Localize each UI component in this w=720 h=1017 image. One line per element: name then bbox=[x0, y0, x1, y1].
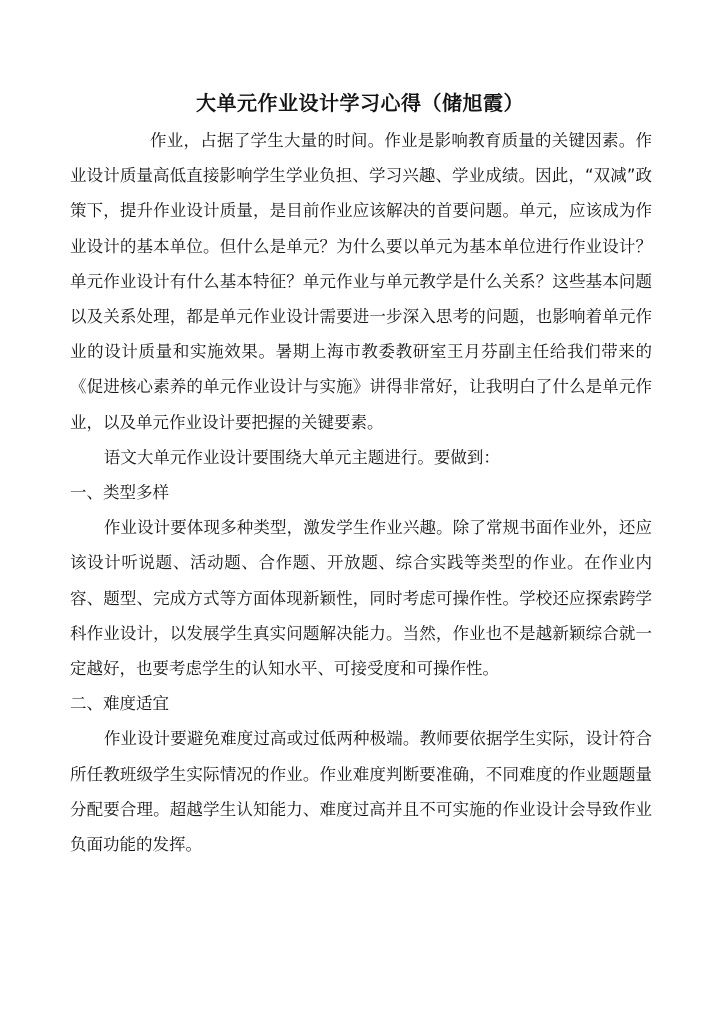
section-body-types: 作业设计要体现多种类型，激发学生作业兴趣。除了常规书面作业外，还应该设计听说题、活动题、合作题、开放题、综合实践等类型的作业。在作业内容、题型、完成方式等方面体现新颖性，同时考虑可操作性。学校还应探索跨学科作业设计，以发展学生真实问题解决能力。当然，作业也不是越新颖综合就一定越好，也要考虑学生的认知水平、可接受度和可操作性。 bbox=[70, 518, 652, 679]
requirement-paragraph: 语文大单元作业设计要围绕大单元主题进行。要做到： bbox=[103, 447, 500, 467]
section-heading-types: 一、类型多样 bbox=[70, 483, 169, 503]
section-body-difficulty: 作业设计要避免难度过高或过低两种极端。教师要依据学生实际，设计符合所任教班级学生实际情况的作业。作业难度判断要准确，不同难度的作业题题量分配要合理。超越学生认知能力、难度过高并且不可实施的作业设计会导致作业负面功能的发挥。 bbox=[70, 729, 652, 855]
page-title: 大单元作业设计学习心得（储旭霞） bbox=[196, 91, 524, 115]
document-body bbox=[70, 123, 652, 862]
section-heading-difficulty: 二、难度适宜 bbox=[70, 694, 169, 714]
intro-paragraph: 作业，占据了学生大量的时间。作业是影响教育质量的关键因素。作业设计质量高低直接影响学生学业负担、学习兴趣、学业成绩。因此，“双减”政策下，提升作业设计质量，是目前作业应该解决的首要问题。单元，应该成为作业设计的基本单位。但什么是单元？为什么要以单元为基本单位进行作业设计？单元作业设计有什么基本特征？单元作业与单元教学是什么关系？这些基本问题以及关系处理，都是单元作业设计需要进一步深入思考的问题，也影响着单元作业的设计质量和实施效果。暑期上海市教委教研室王月芬副主任给我们带来的《促进核心素养的单元作业设计与实施》讲得非常好，让我明白了什么是单元作业，以及单元作业设计要把握的关键要素。 bbox=[70, 131, 652, 432]
